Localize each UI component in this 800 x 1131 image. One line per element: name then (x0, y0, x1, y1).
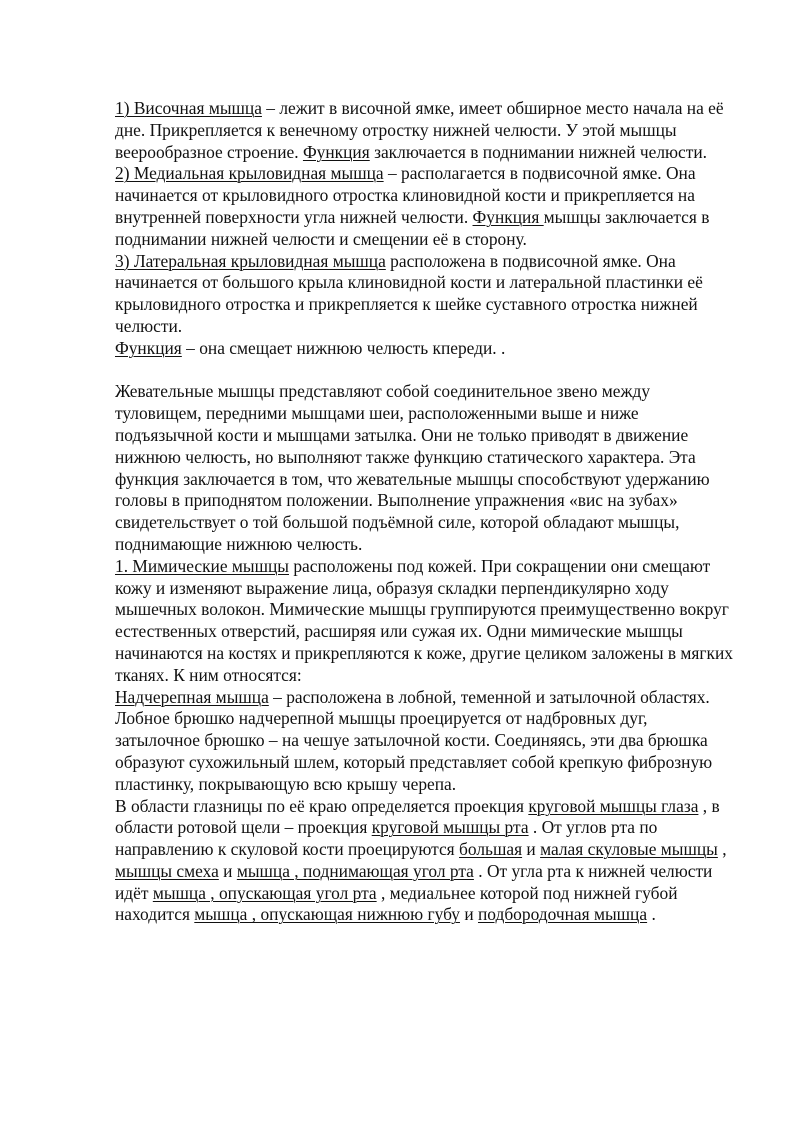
function-text: мышцы заключается в поднимании нижней челюсти и смещении её в сторону. (115, 206, 710, 249)
heading-temporal-muscle: 1) Височная мышца (115, 98, 262, 118)
term-orbicularis-oris: круговой мышцы рта (371, 817, 529, 838)
term-orbicularis-oculi: круговой мышцы глаза (528, 795, 699, 816)
heading-medial-pterygoid: 2) Медиальная крыловидная мышца (115, 163, 384, 184)
text-temporal-muscle: – лежит в височной ямке, имеет обширное место начала на её дне. Прикрепляется к венечному отростку нижней челюсти. У этой мышцы веерообразное строение. (115, 98, 724, 162)
paragraph-temporal-muscle (115, 98, 735, 163)
paragraph-facial-projections (115, 796, 735, 927)
function-label: Функция (302, 141, 370, 162)
paragraph-mimic-muscles (115, 556, 735, 687)
function-text: заключается в поднимании нижней челюсти. (369, 141, 708, 162)
paragraph-epicranial-muscle (115, 687, 735, 796)
term-levator-anguli-oris: мышца , поднимающая угол рта (236, 860, 474, 881)
text-mimic-muscles: расположены под кожей. При сокращении они смещают кожу и изменяют выражение лица, образуя складки перпендикулярно ходу мышечных волокон. Мимические мышцы группируются преимущественно вокруг естественных отверстий, расширяя или сужая их. Одни мимические мышцы начинаются на костях и прикрепляются к коже, другие целиком заложены в мягких тканях. К ним относятся: (115, 555, 734, 685)
function-label: Функция (472, 206, 544, 227)
text-epicranial-muscle: – расположена в лобной, теменной и затылочной областях. Лобное брюшко надчерепной мышцы проецируется от надбровных дуг, затылочное брюшко – на чешуе затылочной кости. Соединяясь, эти два брюшка образуют сухожильный шлем, который представляет собой крепкую фиброзную пластинку, покрывающую всю крышу черепа. (115, 686, 713, 794)
document-page (115, 98, 735, 926)
function-label: Функция (115, 337, 182, 358)
function-text: – она смещает нижнюю челюсть кпереди. . (181, 337, 506, 358)
text-segment: , в области ротовой щели – проекция (115, 795, 720, 838)
heading-lateral-pterygoid: 3) Латеральная крыловидная мышца (115, 250, 386, 271)
text-segment: и (218, 860, 237, 881)
paragraph-lateral-pterygoid (115, 251, 735, 338)
text-segment: В области глазницы по её краю определяется проекция (115, 795, 529, 816)
heading-mimic-muscles: 1. Мимические мышцы (115, 555, 289, 576)
term-depressor-anguli-oris: мышца , опускающая угол рта (152, 882, 377, 903)
text-segment: . От угла рта к нижней челюсти идёт (115, 860, 713, 903)
text-segment: и (522, 839, 541, 860)
paragraph-medial-pterygoid (115, 163, 735, 250)
text-segment: , (717, 839, 727, 860)
paragraph-masticatory-muscles (115, 381, 735, 555)
text-segment: , медиальнее которой под нижней губой находится (115, 882, 678, 925)
text-lateral-pterygoid: расположена в подвисочной ямке. Она начинается от большого крыла клиновидной кости и латеральной пластинки её крыловидного отростка и прикрепляется к шейке суставного отростка нижней челюсти. (115, 250, 703, 336)
blank-line (115, 360, 735, 382)
term-depressor-labii-inferioris: мышца , опускающая нижнюю губу (194, 904, 460, 925)
term-zygomatic-minor: малая скуловые мышцы (540, 839, 718, 860)
text-segment: . От углов рта по направлению к скуловой кости проецируются (115, 817, 658, 860)
heading-epicranial-muscle: Надчерепная мышца (115, 686, 269, 707)
term-zygomatic-major: большая (459, 839, 523, 860)
text-medial-pterygoid: – располагается в подвисочной ямке. Она начинается от крыловидного отростка клиновидной кости и прикрепляется на внутренней поверхности угла нижней челюсти. (115, 163, 696, 227)
term-mentalis: подбородочная мышца (477, 904, 648, 925)
text-masticatory-muscles: Жевательные мышцы представляют собой соединительное звено между туловищем, передними мышцами шеи, расположенными выше и ниже подъязычной кости и мышцами затылка. Они не только приводят в движение нижнюю челюсть, но выполняют также функцию статического характера. Эта функция заключается в том, что жевательные мышцы способствуют удержанию головы в приподнятом положении. Выполнение упражнения «вис на зубах» свидетельствует о той большой подъёмной силе, которой обладают мышцы, поднимающие нижнюю челюсть. (115, 381, 710, 554)
term-risorius: мышцы смеха (115, 860, 219, 881)
text-segment: и (459, 904, 478, 925)
paragraph-lateral-pterygoid-function (115, 338, 735, 360)
text-segment: . (647, 904, 656, 925)
